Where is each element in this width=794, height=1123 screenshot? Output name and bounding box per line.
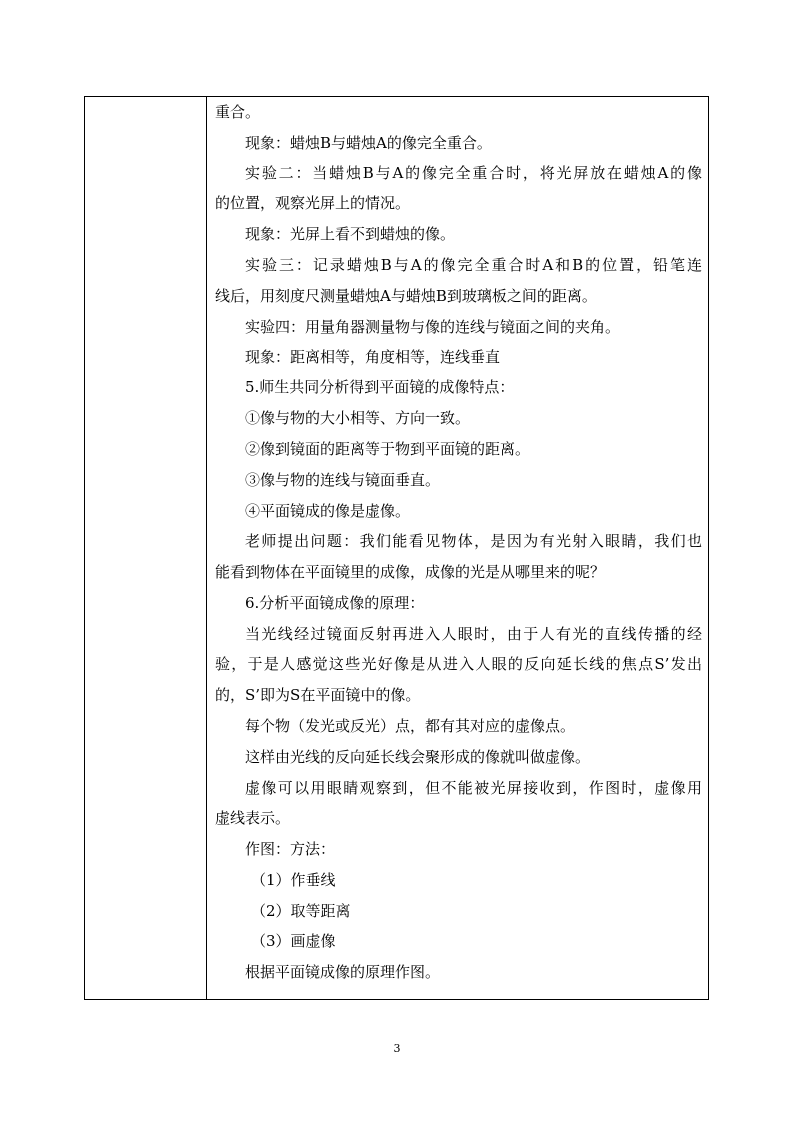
text-line: 作图：方法： [245, 840, 336, 858]
text-line: 验，于是人感觉这些光好像是从进入人眼的反向延长线的焦点S’发出 [215, 655, 702, 673]
text-line: 当光线经过镜面反射再进入人眼时，由于人有光的直线传播的经 [245, 625, 702, 643]
text-line: 现象：蜡烛B与蜡烛A的像完全重合。 [245, 134, 492, 152]
text-line: 虚像可以用眼睛观察到，但不能被光屏接收到，作图时，虚像用 [245, 779, 702, 797]
text-line: 的，S’即为S在平面镜中的像。 [215, 686, 421, 704]
text-line: （1）作垂线 [251, 871, 336, 889]
text-line: 现象：光屏上看不到蜡烛的像。 [245, 225, 456, 243]
text-line: ③像与物的连线与镜面垂直。 [245, 471, 441, 489]
text-line: 每个物（发光或反光）点，都有其对应的虚像点。 [245, 717, 576, 735]
text-line: 6.分析平面镜成像的原理： [245, 594, 425, 612]
text-line: 重合。 [215, 103, 261, 121]
lesson-table [84, 96, 709, 1000]
text-line: 线后，用刻度尺测量蜡烛A与蜡烛B到玻璃板之间的距离。 [215, 287, 597, 305]
text-line: ①像与物的大小相等、方向一致。 [245, 409, 471, 427]
text-line: ④平面镜成的像是虚像。 [245, 502, 411, 520]
text-line: （2）取等距离 [251, 902, 351, 920]
text-line: 根据平面镜成像的原理作图。 [245, 963, 441, 981]
text-line: 实验二：当蜡烛B与A的像完全重合时，将光屏放在蜡烛A的像 [245, 164, 702, 182]
text-line: （3）画虚像 [251, 932, 336, 950]
text-line: 实验三：记录蜡烛B与A的像完全重合时A和B的位置，铅笔连 [245, 256, 702, 274]
content-cell [207, 97, 708, 999]
text-line: 能看到物体在平面镜里的成像，成像的光是从哪里来的呢？ [215, 563, 606, 581]
text-line: 老师提出问题：我们能看见物体，是因为有光射入眼睛，我们也 [245, 532, 702, 550]
text-line: 实验四：用量角器测量物与像的连线与镜面之间的夹角。 [245, 318, 621, 336]
text-line: 现象：距离相等，角度相等，连线垂直 [245, 348, 501, 366]
text-line: 这样由光线的反向延长线会聚形成的像就叫做虚像。 [245, 748, 591, 766]
text-line: 的位置，观察光屏上的情况。 [215, 194, 411, 212]
text-line: 虚线表示。 [215, 809, 291, 827]
text-line: ②像到镜面的距离等于物到平面镜的距离。 [245, 440, 531, 458]
page-number: 3 [393, 1042, 401, 1055]
left-column-cell [85, 97, 207, 999]
text-line: 5.师生共同分析得到平面镜的成像特点： [245, 378, 515, 396]
